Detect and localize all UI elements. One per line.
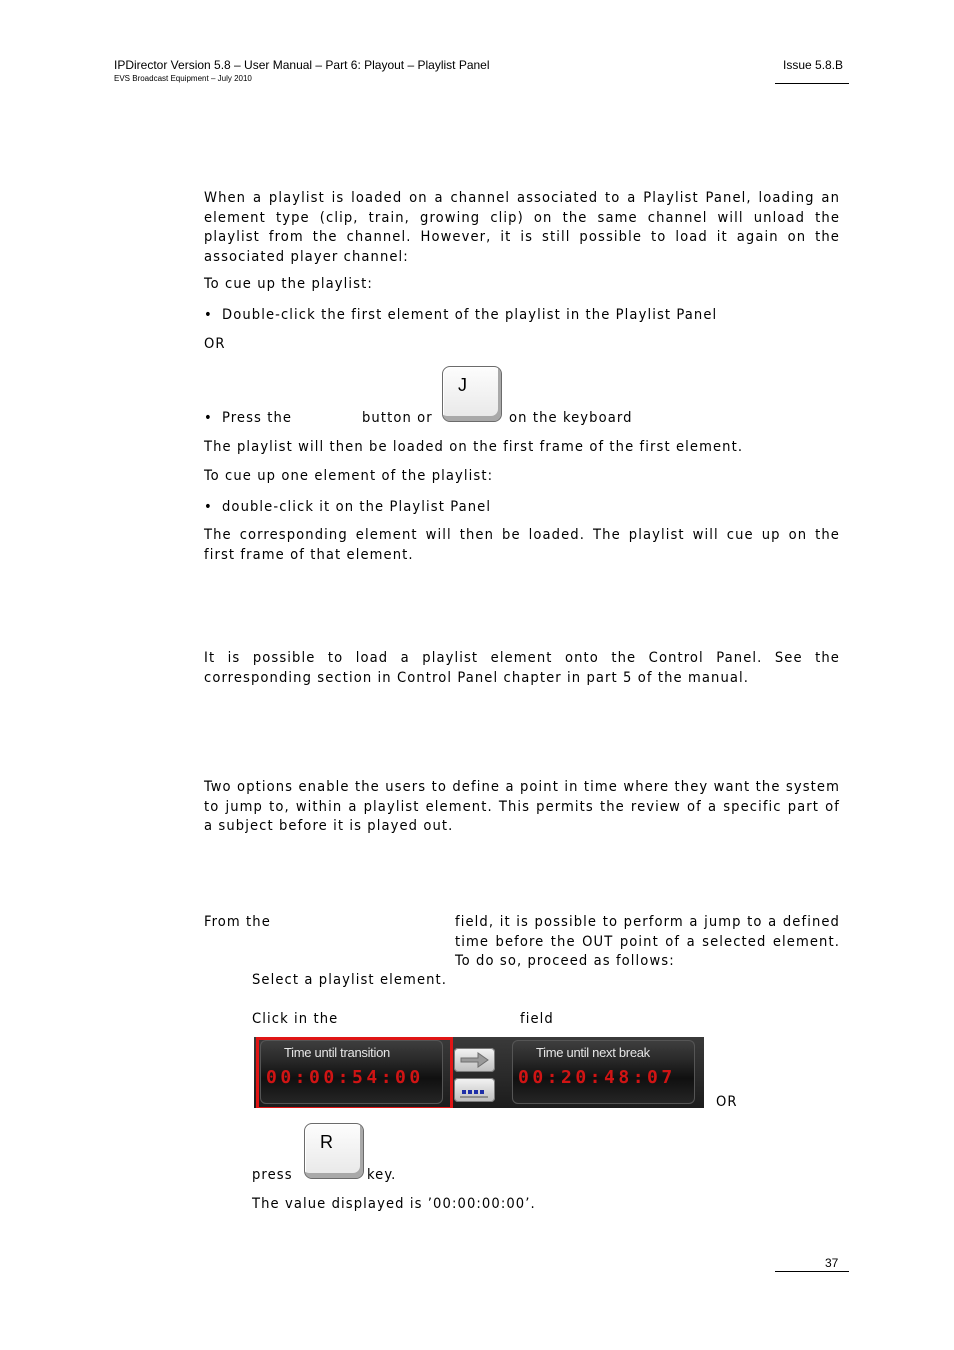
break-label: Time until next break bbox=[536, 1045, 650, 1060]
or-text-2: OR bbox=[716, 1093, 738, 1110]
button-or-text: button or bbox=[362, 409, 433, 426]
click-in-the-text: Click in the bbox=[252, 1010, 339, 1027]
cue-element-heading: To cue up one element of the playlist: bbox=[204, 467, 494, 484]
element-loaded-paragraph: The corresponding element will then be loaded. The playlist will cue up on the first frame of that element. bbox=[204, 526, 840, 563]
on-keyboard-text: on the keyboard bbox=[509, 409, 633, 426]
press-text: press bbox=[252, 1166, 293, 1183]
j-key-icon bbox=[442, 366, 502, 422]
value-displayed-text: The value displayed is ’00:00:00:00’. bbox=[252, 1195, 536, 1212]
transition-value: 00:00:54:00 bbox=[266, 1067, 424, 1088]
bullet-double-click-panel bbox=[204, 497, 491, 517]
bullet-double-click bbox=[204, 305, 717, 325]
key-text: key. bbox=[367, 1166, 397, 1183]
loaded-first-frame-text: The playlist will then be loaded on the first frame of the first element. bbox=[204, 438, 744, 455]
jump-arrow-button[interactable] bbox=[454, 1048, 495, 1072]
from-rest-text: field, it is possible to perform a jump to a defined time before the OUT point of a selected element. To do so, proceed as follows: bbox=[455, 913, 840, 970]
j-key-label: J bbox=[458, 375, 467, 395]
header-title: IPDirector Version 5.8 – User Manual – Part 6: Playout – Playlist Panel bbox=[114, 58, 490, 72]
header-rule bbox=[775, 83, 849, 84]
cue-playlist-heading: To cue up the playlist: bbox=[204, 275, 373, 292]
ellipsis-icon bbox=[454, 1078, 495, 1102]
bullet-dot: • bbox=[204, 498, 213, 515]
bullet-text: Double-click the first element of the playlist in the Playlist Panel bbox=[222, 306, 718, 323]
bullet-press-button bbox=[204, 408, 292, 428]
selection-highlight bbox=[256, 1037, 453, 1108]
from-the-text: From the bbox=[204, 913, 271, 930]
press-the-text: Press the bbox=[222, 409, 293, 426]
header-issue: Issue 5.8.B bbox=[783, 58, 844, 72]
step-select-element: Select a playlist element. bbox=[252, 971, 448, 988]
bullet-dot: • bbox=[204, 409, 213, 426]
from-rest-line1 bbox=[455, 912, 840, 971]
break-value: 00:20:48:07 bbox=[518, 1067, 676, 1088]
timer-panel bbox=[254, 1037, 704, 1108]
bullet-dot: • bbox=[204, 306, 213, 323]
bullet-text: double-click it on the Playlist Panel bbox=[222, 498, 492, 515]
r-key-label: R bbox=[320, 1132, 333, 1152]
field-text: field bbox=[520, 1010, 554, 1027]
page-number: 37 bbox=[825, 1256, 839, 1270]
two-options-paragraph: Two options enable the users to define a point in time where they want the system to jump to, within a playlist element. This permits the review of a specific part of a subject before it is played out. bbox=[204, 778, 840, 835]
r-key-icon bbox=[304, 1123, 364, 1179]
footer-rule bbox=[775, 1271, 849, 1272]
header-subtitle: EVS Broadcast Equipment – July 2010 bbox=[114, 74, 252, 83]
transition-label: Time until transition bbox=[284, 1045, 390, 1060]
intro-paragraph: When a playlist is loaded on a channel associated to a Playlist Panel, loading an element type (clip, train, growing clip) on the same channel will unload the playlist from the channel. However, it is still possible to load it again on the associated player channel: bbox=[204, 189, 840, 265]
right-arrow-icon bbox=[454, 1048, 495, 1072]
options-button[interactable] bbox=[454, 1078, 495, 1102]
or-text: OR bbox=[204, 335, 226, 352]
time-until-next-break-field[interactable] bbox=[512, 1040, 695, 1104]
control-panel-paragraph: It is possible to load a playlist element onto the Control Panel. See the corresponding section in Control Panel chapter in part 5 of the manual. bbox=[204, 649, 840, 686]
